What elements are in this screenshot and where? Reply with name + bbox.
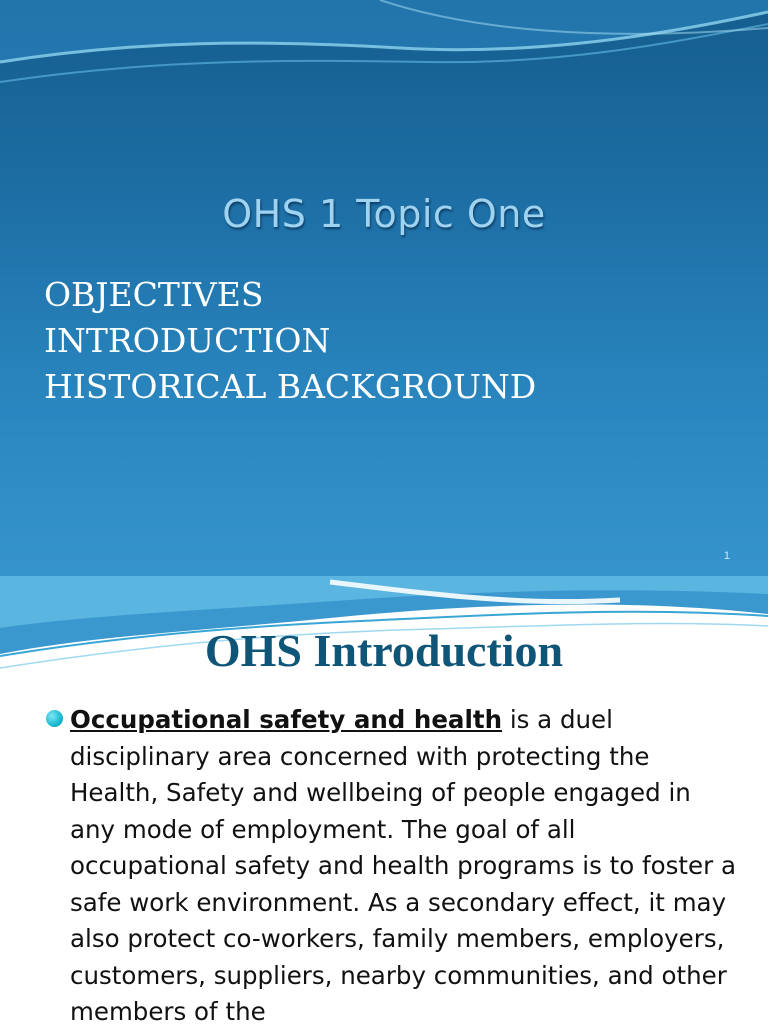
slide-title: OHS 1 Topic One (222, 192, 546, 236)
bullet-item (46, 702, 736, 1024)
bullet-text (70, 702, 736, 1024)
topic-list (44, 272, 536, 410)
topic-item-objectives: OBJECTIVES (44, 275, 264, 314)
bullet-point-icon (46, 710, 63, 727)
bullet-term: Occupational safety and health (70, 705, 503, 734)
topic-item-introduction: INTRODUCTION (44, 321, 331, 360)
wave-decoration (0, 0, 768, 110)
slide-2 (0, 576, 768, 1024)
bullet-body: is a duel disciplinary area concerned with protecting the Health, Safety and wellbeing of people engaged in any mode of employment. The goal of all occupational safety and health programs is to foster a safe work environment. As a secondary effect, it may also protect co-workers, family members, employers, customers, suppliers, nearby communities, and other members of the (70, 705, 736, 1024)
topic-item-historical-background: HISTORICAL BACKGROUND (44, 367, 537, 406)
slide-title: OHS Introduction (204, 625, 564, 676)
slide-number: 1 (723, 550, 730, 562)
